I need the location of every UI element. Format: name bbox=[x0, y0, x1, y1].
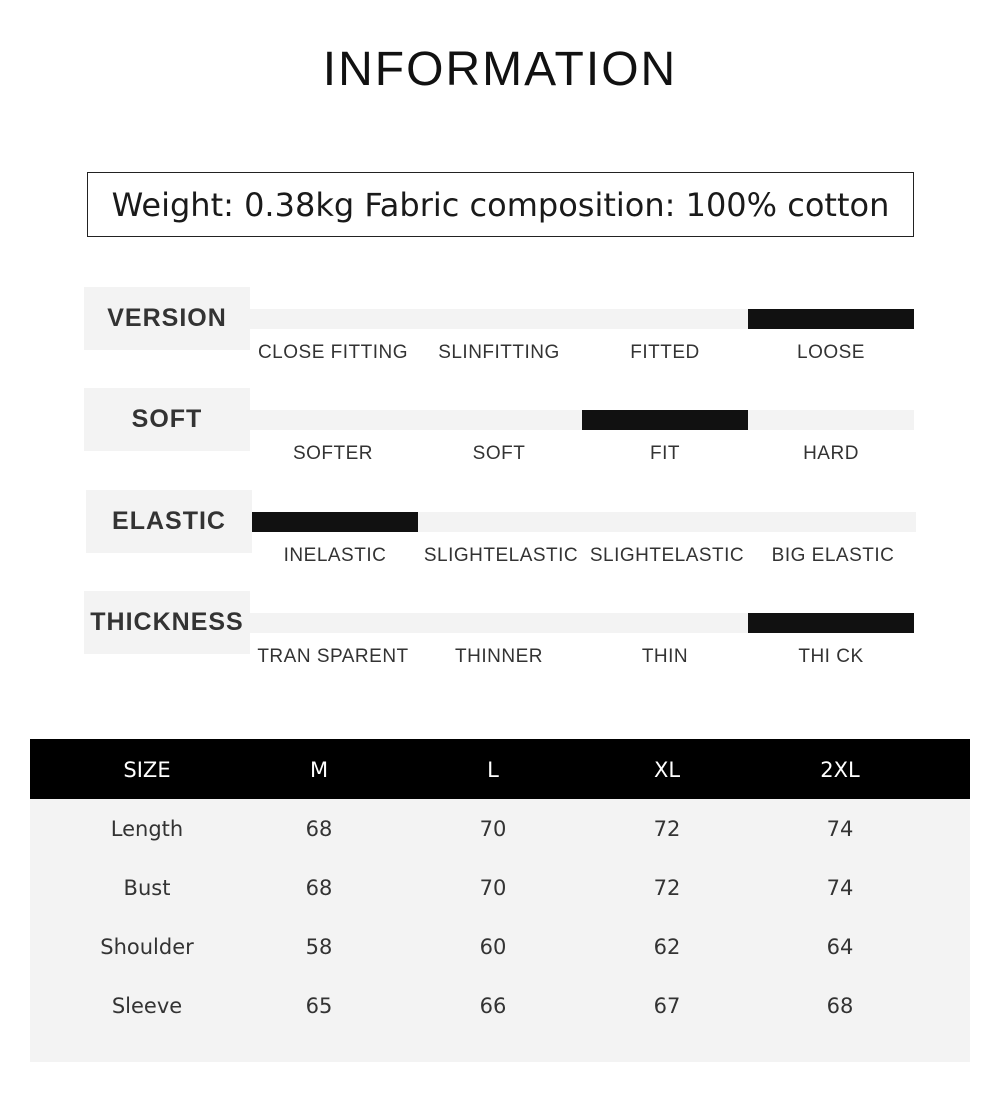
attribute-option: TRAN SPARENT bbox=[257, 646, 409, 667]
scale-segment bbox=[582, 613, 748, 633]
measurement-value: 67 bbox=[653, 994, 681, 1018]
measurement-value: 72 bbox=[653, 817, 681, 841]
scale-segment bbox=[416, 309, 582, 329]
attribute-option: SOFTER bbox=[292, 443, 374, 464]
attribute-option: SLIGHTELASTIC bbox=[423, 545, 579, 566]
scale-segment-selected bbox=[252, 512, 418, 532]
scale-segment bbox=[250, 410, 416, 430]
scale-segment bbox=[584, 512, 750, 532]
attribute-option: FITTED bbox=[630, 342, 700, 363]
measurement-value: 66 bbox=[479, 994, 507, 1018]
measurement-value: 58 bbox=[305, 935, 333, 959]
measurement-value: 65 bbox=[305, 994, 333, 1018]
scale-segment-selected bbox=[582, 410, 748, 430]
size-header-cell: 2XL bbox=[820, 758, 860, 782]
measurement-label: Sleeve bbox=[111, 994, 183, 1018]
attribute-row-version bbox=[0, 287, 1000, 377]
attribute-option: SLIGHTELASTIC bbox=[589, 545, 745, 566]
attribute-option: THINNER bbox=[455, 646, 543, 667]
attribute-row-soft bbox=[0, 388, 1000, 478]
attribute-option: INELASTIC bbox=[283, 545, 387, 566]
measurement-value: 70 bbox=[479, 876, 507, 900]
attribute-row-elastic bbox=[0, 490, 1000, 580]
scale-segment bbox=[250, 309, 416, 329]
table-row bbox=[30, 917, 970, 976]
scale-segment bbox=[416, 613, 582, 633]
table-row bbox=[30, 858, 970, 917]
scale-segment bbox=[750, 512, 916, 532]
attribute-option: SOFT bbox=[472, 443, 526, 464]
measurement-value: 68 bbox=[305, 817, 333, 841]
size-header-cell: M bbox=[309, 758, 329, 782]
scale-segment-selected bbox=[748, 613, 914, 633]
size-header-cell: L bbox=[487, 758, 499, 782]
weight-fabric-text: Weight: 0.38kg Fabric composition: 100% cotton bbox=[111, 185, 890, 224]
measurement-value: 62 bbox=[653, 935, 681, 959]
measurement-label: Shoulder bbox=[100, 935, 194, 959]
weight-fabric-info bbox=[87, 172, 914, 237]
scale-segment bbox=[250, 613, 416, 633]
attribute-option: SLINFITTING bbox=[438, 342, 560, 363]
size-table bbox=[30, 739, 970, 1062]
scale-segment bbox=[416, 410, 582, 430]
table-row bbox=[30, 976, 970, 1035]
scale-segment bbox=[418, 512, 584, 532]
attribute-label: THICKNESS bbox=[84, 591, 250, 654]
size-table-header bbox=[30, 739, 970, 799]
page-title: INFORMATION bbox=[322, 43, 678, 96]
attribute-option: THIN bbox=[641, 646, 689, 667]
attribute-option: THI CK bbox=[798, 646, 864, 667]
measurement-value: 68 bbox=[305, 876, 333, 900]
attribute-scale-bar bbox=[250, 410, 914, 430]
attribute-scale-bar bbox=[250, 309, 914, 329]
scale-segment bbox=[748, 410, 914, 430]
attribute-label: SOFT bbox=[84, 388, 250, 451]
measurement-value: 72 bbox=[653, 876, 681, 900]
attribute-option: BIG ELASTIC bbox=[771, 545, 895, 566]
scale-segment bbox=[582, 309, 748, 329]
size-header-cell: XL bbox=[653, 758, 681, 782]
attribute-scale-bar bbox=[252, 512, 916, 532]
size-header-label: SIZE bbox=[123, 758, 171, 782]
measurement-value: 74 bbox=[826, 876, 854, 900]
measurement-value: 68 bbox=[826, 994, 854, 1018]
measurement-value: 64 bbox=[826, 935, 854, 959]
scale-segment-selected bbox=[748, 309, 914, 329]
attribute-option: FIT bbox=[650, 443, 680, 464]
attribute-row-thickness bbox=[0, 591, 1000, 681]
attribute-label: VERSION bbox=[84, 287, 250, 350]
measurement-value: 70 bbox=[479, 817, 507, 841]
attribute-option: CLOSE FITTING bbox=[257, 342, 409, 363]
attribute-scale-bar bbox=[250, 613, 914, 633]
measurement-label: Length bbox=[110, 817, 184, 841]
attribute-option: HARD bbox=[803, 443, 859, 464]
table-row bbox=[30, 799, 970, 858]
measurement-value: 60 bbox=[479, 935, 507, 959]
attribute-label: ELASTIC bbox=[86, 490, 252, 553]
attribute-option: LOOSE bbox=[797, 342, 865, 363]
measurement-label: Bust bbox=[123, 876, 171, 900]
measurement-value: 74 bbox=[826, 817, 854, 841]
